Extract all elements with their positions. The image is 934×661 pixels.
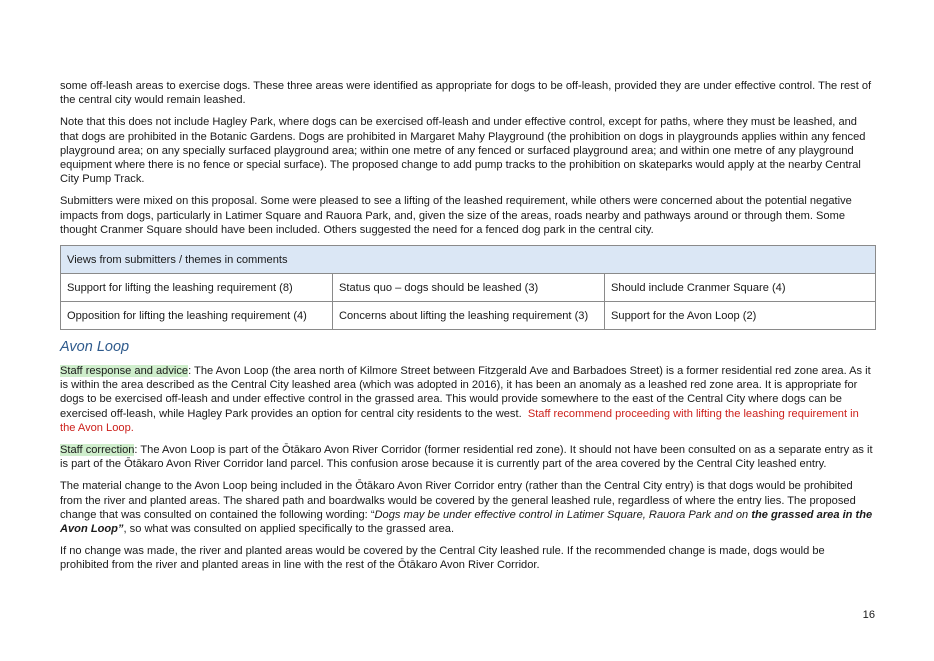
table-header-row xyxy=(61,246,876,274)
table-cell: Support for lifting the leashing requirement (8) xyxy=(61,274,333,302)
document-body xyxy=(60,79,876,581)
material-change-text-after: , so what was consulted on applied specifically to the grassed area. xyxy=(123,523,455,536)
table-cell: Status quo – dogs should be leashed (3) xyxy=(333,274,605,302)
material-change-quote: Dogs may be under effective control in Latimer Square, Rauora Park and on xyxy=(374,508,752,521)
material-change-text: The material change to the Avon Loop being included in the Ōtākaro Avon River Corridor entry (rather than the Central City entry) is that dogs would be prohibited from the river and planted areas. The shared path and boardwalks would be covered by the general leashed rule, regardless of where the entry lies. The proposed change that was consulted on contained the following wording: “ xyxy=(60,480,856,521)
table-cell: Concerns about lifting the leashing requirement (3) xyxy=(333,302,605,330)
table-row xyxy=(61,302,876,330)
paragraph-material-change xyxy=(60,479,876,536)
paragraph-staff-response xyxy=(60,364,876,435)
table-cell: Opposition for lifting the leashing requirement (4) xyxy=(61,302,333,330)
paragraph-off-leash-areas: some off-leash areas to exercise dogs. These three areas were identified as appropriate for dogs to be off-leash, provided they are under effective control. The rest of the central city would remain leashed. xyxy=(60,80,872,107)
staff-recommendation: Staff recommend proceeding with lifting the leashing requirement in the Avon Loop. xyxy=(60,407,859,434)
table-cell: Should include Cranmer Square (4) xyxy=(605,274,876,302)
table-cell: Support for the Avon Loop (2) xyxy=(605,302,876,330)
page-number: 16 xyxy=(862,609,875,621)
table-header: Views from submitters / themes in comments xyxy=(61,246,876,274)
staff-correction-text: : The Avon Loop is part of the Ōtākaro Avon River Corridor (former residential red zone). It should not have been consulted on as a separate entry as it is part of the Ōtākaro Avon River Corridor land parcel. This confusion arose because it is currently part of the area covered by the Central City leashed entry. xyxy=(60,444,873,471)
staff-response-text: : The Avon Loop (the area north of Kilmore Street between Fitzgerald Ave and Barbadoes Street) is a former residential red zone area. As it is within the area described as the Central City leashed area (which was adopted in 2016), it has been an anomaly as a leashed red zone area. It is appropriate for dogs to be exercised off-leash and under effective control in the grassed area. This would provide somewhere to the east of the Central City where dogs can be exercised off-leash, while Hagley Park provides an option for central city residents to the west. xyxy=(60,365,871,420)
material-change-quote-emphasis: the grassed area in the Avon Loop” xyxy=(60,508,873,536)
staff-response-label: Staff response and advice xyxy=(60,365,189,378)
section-heading-avon-loop: Avon Loop xyxy=(60,339,130,356)
staff-correction-label: Staff correction xyxy=(60,444,135,457)
paragraph-hagley-park-note: Note that this does not include Hagley Park, where dogs can be exercised off-leash and under effective control, except for paths, where they must be leashed, and that dogs are prohibited in the Botanic Gardens. Dogs are prohibited in Margaret Mahy Playground (the prohibition on dogs in playgrounds applies within any fenced playground area; on any specially surfaced playground area; within one metre of any fenced or surfaced playground area; and within one metre of any playground equipment where there is no fence or special surface). The proposed change to add pump tracks to the prohibition on skateparks would apply at the nearby Central City Pump Track. xyxy=(60,116,866,186)
paragraph-submitters-mixed: Submitters were mixed on this proposal. Some were pleased to see a lifting of the leashed requirement, while others were concerned about the potential negative impacts from dogs, particularly in Latimer Square and Rauora Park, and, given the size of the areas, roads nearby and pathways around or through them. Some thought Cranmer Square should have been included. Others suggested the need for a fenced dog park in the central city. xyxy=(60,195,852,236)
paragraph-staff-correction xyxy=(60,443,876,471)
paragraph-final: If no change was made, the river and planted areas would be covered by the Central City leashed rule. If the recommended change is made, dogs would be prohibited from the river and planted areas in line with the rest of the Ōtākaro Avon River Corridor. xyxy=(60,545,825,572)
table-row xyxy=(61,274,876,302)
views-table xyxy=(60,245,876,330)
